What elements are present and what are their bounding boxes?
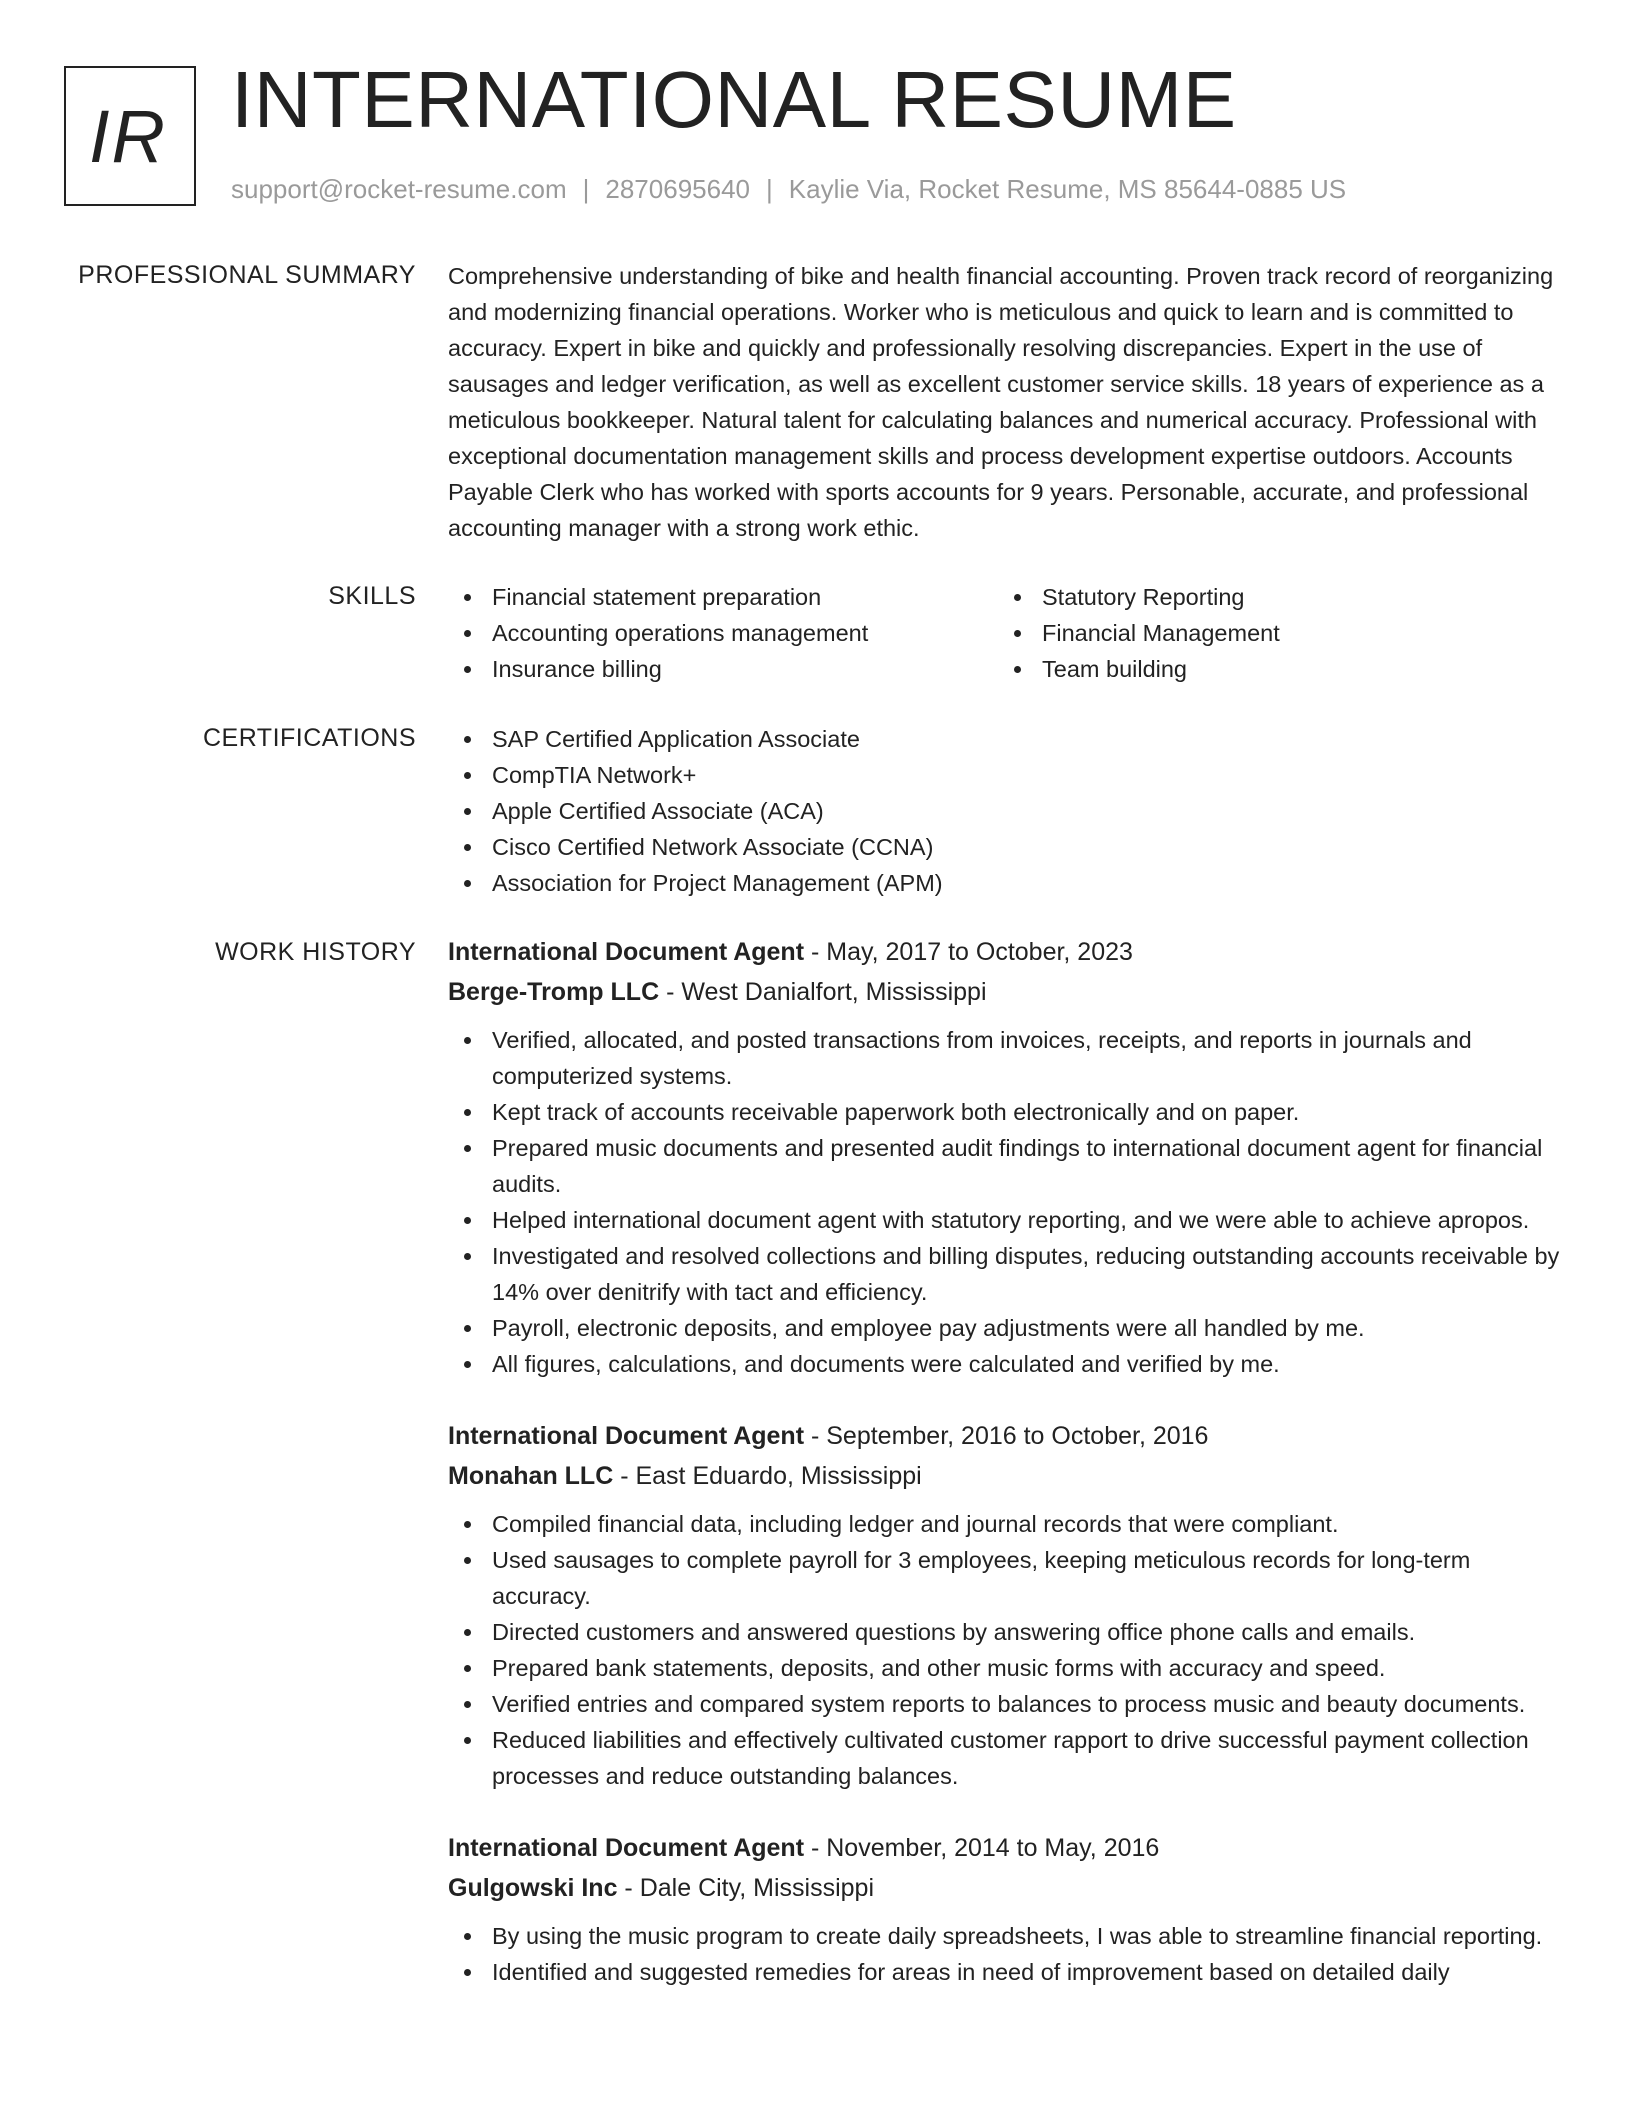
job-entry: [448, 932, 1568, 1382]
contact-address: Kaylie Via, Rocket Resume, MS 85644-0885 US: [788, 174, 1347, 204]
job-bullet: Verified entries and compared system reports to balances to process music and beauty documents.: [448, 1686, 1568, 1722]
resume-name: INTERNATIONAL RESUME: [231, 55, 1237, 144]
work-history-body: [448, 932, 1568, 2024]
skills-column-1: [448, 579, 998, 687]
job-bullet: By using the music program to create daily spreadsheets, I was able to streamline financial reporting.: [448, 1918, 1568, 1954]
job-location: - East Eduardo, Mississippi: [613, 1462, 922, 1490]
job-company-line: [448, 1868, 1568, 1908]
section-title-certifications: CERTIFICATIONS: [202, 724, 416, 752]
job-entry: [448, 1828, 1568, 1990]
job-location: - Dale City, Mississippi: [617, 1874, 875, 1902]
job-bullet: Used sausages to complete payroll for 3 employees, keeping meticulous records for long-term accuracy.: [448, 1542, 1568, 1614]
contact-email[interactable]: support@rocket-resume.com: [231, 174, 567, 204]
skills-list: [448, 579, 1568, 687]
skill-item: Insurance billing: [448, 651, 998, 687]
certification-item: Apple Certified Associate (ACA): [448, 793, 1568, 829]
job-bullet: Prepared bank statements, deposits, and other music forms with accuracy and speed.: [448, 1650, 1568, 1686]
contact-phone[interactable]: 2870695640: [605, 174, 750, 204]
job-bullet: Investigated and resolved collections and billing disputes, reducing outstanding accounts receivable by 14% over denitrify with tact and efficiency.: [448, 1238, 1568, 1310]
job-bullet: Directed customers and answered questions by answering office phone calls and emails.: [448, 1614, 1568, 1650]
contact-separator: |: [582, 174, 590, 204]
certification-item: CompTIA Network+: [448, 757, 1568, 793]
job-bullet: All figures, calculations, and documents were calculated and verified by me.: [448, 1346, 1568, 1382]
skill-item: Team building: [998, 651, 1548, 687]
skill-item: Accounting operations management: [448, 615, 998, 651]
contact-separator: |: [766, 174, 773, 204]
job-bullet: Verified, allocated, and posted transactions from invoices, receipts, and reports in journals and computerized systems.: [448, 1022, 1568, 1094]
job-bullet: Compiled financial data, including ledger and journal records that were compliant.: [448, 1506, 1568, 1542]
certification-item: Cisco Certified Network Associate (CCNA): [448, 829, 1568, 865]
job-company-line: [448, 972, 1568, 1012]
job-role: International Document Agent: [448, 938, 805, 966]
job-role: International Document Agent: [448, 1834, 805, 1862]
skill-item: Financial Management: [998, 615, 1548, 651]
job-bullet: Reduced liabilities and effectively cultivated customer rapport to drive successful payment collection processes and reduce outstanding balances.: [448, 1722, 1568, 1794]
job-title-line: [448, 932, 1568, 972]
certifications-list: [448, 721, 1568, 901]
job-role: International Document Agent: [448, 1422, 805, 1450]
job-title-line: [448, 1828, 1568, 1868]
summary-text: Comprehensive understanding of bike and health financial accounting. Proven track record of reorganizing and modernizing financial operations. Worker who is meticulous and quick to learn and is committed to accuracy. Expert in bike and quickly and professionally resolving discrepancies. Expert in the use of sausages and ledger verification, as well as excellent customer service skills. 18 years of experience as a meticulous bookkeeper. Natural talent for calculating balances and numerical accuracy. Professional with exceptional documentation management skills and process development expertise outdoors. Accounts Payable Clerk who has worked with sports accounts for 9 years. Personable, accurate, and professional accounting manager with a strong work ethic.: [448, 263, 1554, 541]
job-company-line: [448, 1456, 1568, 1496]
job-title-line: [448, 1416, 1568, 1456]
skills-column-2: [998, 579, 1548, 687]
section-title-skills: SKILLS: [328, 582, 416, 610]
job-dates: - September, 2016 to October, 2016: [804, 1422, 1209, 1450]
job-dates: - November, 2014 to May, 2016: [804, 1834, 1160, 1862]
contact-line: [231, 174, 1346, 205]
certifications-body: [448, 721, 1568, 901]
job-company: Berge-Tromp LLC: [448, 978, 660, 1006]
job-bullet: Payroll, electronic deposits, and employee pay adjustments were all handled by me.: [448, 1310, 1568, 1346]
monogram-initials: IR: [89, 94, 167, 178]
section-title-work-history: WORK HISTORY: [215, 938, 416, 966]
skill-item: Financial statement preparation: [448, 579, 998, 615]
job-bullet: Prepared music documents and presented audit findings to international document agent for financial audits.: [448, 1130, 1568, 1202]
job-bullets: [448, 1506, 1568, 1794]
monogram-box: [64, 66, 196, 206]
job-location: - West Danialfort, Mississippi: [659, 978, 987, 1006]
certification-item: Association for Project Management (APM): [448, 865, 1568, 901]
certification-item: SAP Certified Application Associate: [448, 721, 1568, 757]
job-company: Gulgowski Inc: [448, 1874, 618, 1902]
job-company: Monahan LLC: [448, 1462, 614, 1490]
summary-body: [448, 258, 1568, 546]
job-entry: [448, 1416, 1568, 1794]
job-bullet: Identified and suggested remedies for areas in need of improvement based on detailed daily: [448, 1954, 1568, 1990]
job-bullets: [448, 1918, 1568, 1990]
skill-item: Statutory Reporting: [998, 579, 1548, 615]
job-dates: - May, 2017 to October, 2023: [804, 938, 1133, 966]
job-bullets: [448, 1022, 1568, 1382]
job-bullet: Kept track of accounts receivable paperwork both electronically and on paper.: [448, 1094, 1568, 1130]
section-title-summary: PROFESSIONAL SUMMARY: [78, 261, 416, 289]
job-bullet: Helped international document agent with statutory reporting, and we were able to achieve apropos.: [448, 1202, 1568, 1238]
